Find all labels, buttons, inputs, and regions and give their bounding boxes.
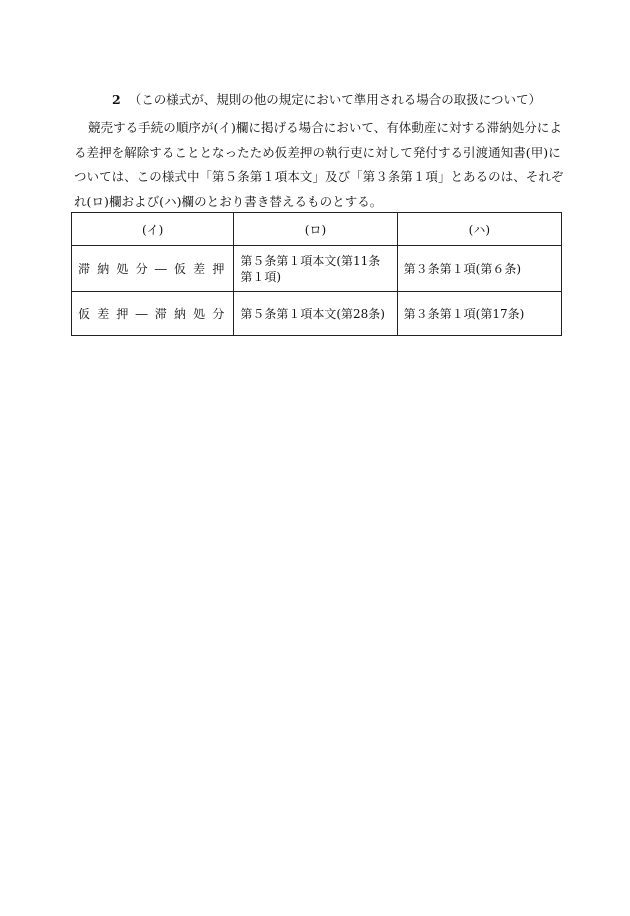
table-cell-ha: 第３条第１項(第17条) [397,292,561,336]
table-cell-ro: 第５条第１項本文(第28条) [234,292,397,336]
table-cell-ha: 第３条第１項(第６条) [397,246,561,292]
column-header-ro: (ロ) [234,213,397,246]
table-cell-procedure: 滞納処分―仮差押 [72,246,234,292]
body-paragraph: 競売する手続の順序が(イ)欄に掲げる場合において、有体動産に対する滞納処分による差押を解除することとなったため仮差押の執行吏に対して発付する引渡通知書(甲)については、この様式中「第５条第１項本文」及び「第３条第１項」とあるのは、それぞれ(ロ)欄および(ハ)欄のとおり書き替えるものとする。 [74,120,564,209]
table-row [72,246,562,292]
table-header-row [72,213,562,246]
column-header-ha: (ハ) [397,213,561,246]
table-row [72,292,562,336]
column-header-i: (イ) [72,213,234,246]
table-cell-procedure: 仮差押―滞納処分 [72,292,234,336]
section-heading [112,92,541,108]
section-number: 2 [112,92,121,107]
table-cell-ro: 第５条第１項本文(第11条第１項) [234,246,397,292]
section-title: （この様式が、規則の他の規定において準用される場合の取扱について） [128,92,541,107]
replacement-table [71,212,562,336]
